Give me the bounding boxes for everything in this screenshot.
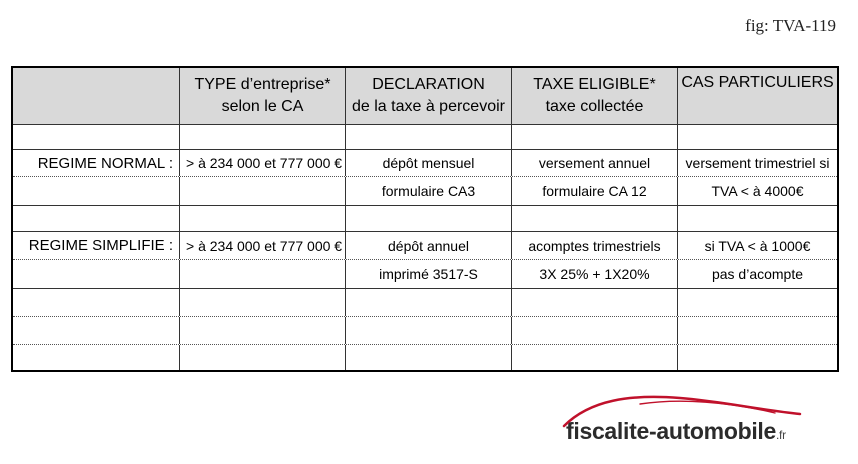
- table-cell: versement trimestriel si: [685, 155, 830, 171]
- table-cell: versement annuel: [512, 150, 678, 176]
- table-cell: pas d’acompte: [711, 266, 804, 282]
- header-type-line2: selon le CA: [221, 98, 304, 115]
- table-row: [13, 345, 837, 370]
- header-taxe-line1: TAXE ELIGIBLE*: [533, 76, 656, 93]
- table-cell: [678, 317, 837, 344]
- table-cell: si TVA < à 1000€: [704, 237, 811, 254]
- header-type-line1: TYPE d’entreprise*: [194, 76, 331, 93]
- table-cell: [180, 345, 346, 370]
- fiscalite-automobile-logo[interactable]: [560, 392, 830, 454]
- header-cell-type: [180, 68, 346, 124]
- table-cell: [512, 206, 678, 231]
- table-cell: formulaire CA3: [346, 177, 512, 205]
- table-cell: dépôt annuel: [346, 232, 512, 259]
- table-cell: [346, 317, 512, 344]
- table-cell: [180, 289, 346, 316]
- logo-tld: .fr: [776, 428, 786, 442]
- table-row: [13, 206, 837, 232]
- table-cell: [678, 345, 837, 370]
- table-cell: [180, 125, 346, 149]
- table-row: [13, 289, 837, 317]
- header-cell-cas-particuliers: [678, 68, 837, 124]
- regime-simplifie-label: REGIME SIMPLIFIE :: [13, 232, 180, 259]
- table-cell: [512, 317, 678, 344]
- table-row: [13, 177, 837, 206]
- table-row: [13, 150, 837, 177]
- table-cell: [678, 125, 837, 149]
- table-cell: [13, 317, 180, 344]
- table-cell: [180, 260, 346, 288]
- table-cell: acomptes trimestriels: [512, 232, 678, 259]
- table-cell: > à 234 000 et 777 000 €: [180, 150, 346, 176]
- table-row: [13, 125, 837, 150]
- header-cell-taxe-eligible: [512, 68, 678, 124]
- header-declaration-line2: de la taxe à percevoir: [352, 98, 505, 115]
- table-cell: [13, 125, 180, 149]
- table-cell: [678, 289, 837, 316]
- table-cell: dépôt mensuel: [346, 150, 512, 176]
- table-cell: [346, 125, 512, 149]
- table-header-row: [13, 68, 837, 125]
- table-cell: [13, 260, 180, 288]
- table-cell: [180, 317, 346, 344]
- header-cell-empty: [13, 68, 180, 124]
- table-cell: TVA < à 4000€: [711, 183, 804, 199]
- table-cell: [13, 289, 180, 316]
- table-cell: [13, 177, 180, 205]
- table-cell: formulaire CA 12: [512, 177, 678, 205]
- table-cell: [346, 206, 512, 231]
- table-cell: [512, 289, 678, 316]
- table-cell: [180, 177, 346, 205]
- table-cell: [678, 206, 837, 231]
- table-cell: [13, 345, 180, 370]
- header-declaration-line1: DECLARATION: [372, 76, 485, 93]
- table-cell: > à 234 000 et 777 000 €: [180, 232, 346, 259]
- table-cell: [346, 289, 512, 316]
- table-cell: imprimé 3517-S: [346, 260, 512, 288]
- table-cell: [512, 125, 678, 149]
- table-cell: [13, 206, 180, 231]
- header-cas-line1: CAS PARTICULIERS: [681, 74, 834, 91]
- logo-part1: fiscalite-: [566, 418, 657, 444]
- table-cell: [180, 206, 346, 231]
- table-row: [13, 260, 837, 289]
- table-cell: 3X 25% + 1X20%: [512, 260, 678, 288]
- tva-regime-table: [11, 66, 839, 372]
- table-row: [13, 317, 837, 345]
- header-cell-declaration: [346, 68, 512, 124]
- table-cell: [346, 345, 512, 370]
- logo-part2: automobile: [656, 418, 776, 444]
- regime-normal-label: REGIME NORMAL :: [13, 150, 180, 176]
- header-taxe-line2: taxe collectée: [545, 98, 644, 115]
- figure-label: fig: TVA-119: [745, 16, 836, 35]
- logo-text: [566, 418, 786, 445]
- table-cell: [512, 345, 678, 370]
- table-row: [13, 232, 837, 260]
